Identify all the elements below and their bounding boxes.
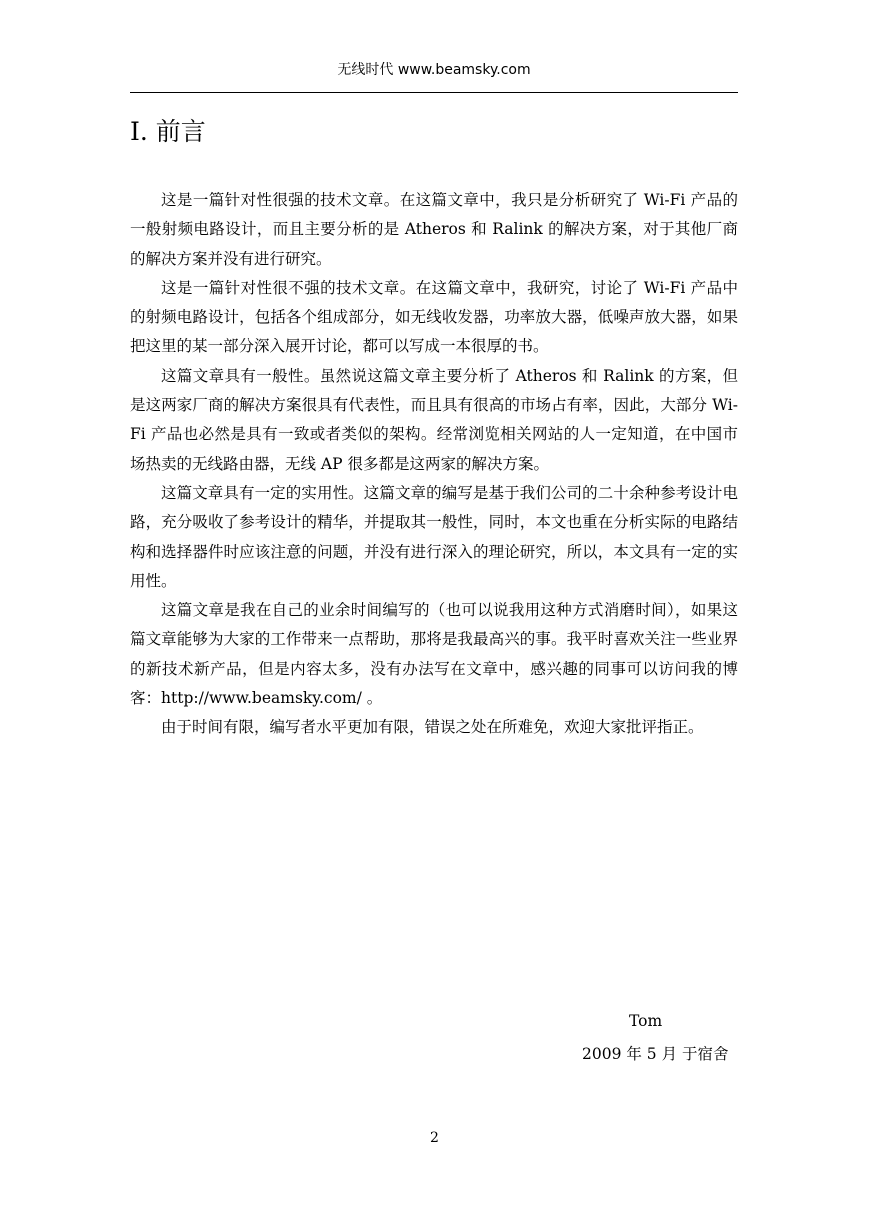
header-divider bbox=[130, 92, 738, 93]
author-name: Tom bbox=[629, 1012, 663, 1030]
paragraph: 这是一篇针对性很不强的技术文章。在这篇文章中，我研究，讨论了 Wi-Fi 产品中的射频电路设计，包括各个组成部分，如无线收发器，功率放大器，低噪声放大器，如果把这里的某一部分深入展开讨论，都可以写成一本很厚的书。 bbox=[130, 278, 738, 356]
author-date-place: 2009 年 5 月 于宿舍 bbox=[582, 1045, 729, 1063]
paragraph: 这是一篇针对性很强的技术文章。在这篇文章中，我只是分析研究了 Wi-Fi 产品的一般射频电路设计，而且主要分析的是 Atheros 和 Ralink 的解决方案，对于其他厂商的解决方案并没有进行研究。 bbox=[130, 191, 738, 268]
paragraph: 这篇文章是我在自己的业余时间编写的（也可以说我用这种方式消磨时间），如果这篇文章能够为大家的工作带来一点帮助，那将是我最高兴的事。我平时喜欢关注一些业界的新技术新产品，但是内容太多，没有办法写在文章中，感兴趣的同事可以访问我的博客：http://www.beamsky.com/ 。 bbox=[130, 601, 738, 708]
page-number: 2 bbox=[430, 1130, 439, 1146]
page-header: 无线时代 www.beamsky.com bbox=[337, 62, 531, 78]
paragraph: 由于时间有限，编写者水平更加有限，错误之处在所难免，欢迎大家批评指正。 bbox=[161, 718, 704, 737]
section-title: I. 前言 bbox=[130, 117, 206, 146]
article-body bbox=[130, 186, 738, 743]
paragraph: 这篇文章具有一般性。虽然说这篇文章主要分析了 Atheros 和 Ralink 的方案，但是这两家厂商的解决方案很具有代表性，而且具有很高的市场占有率，因此，大部分 Wi-Fi 产品也必然是具有一致或者类似的架构。经常浏览相关网站的人一定知道，在中国市场热卖的无线路由器，无线 AP 很多都是这两家的解决方案。 bbox=[130, 366, 738, 473]
paragraph: 这篇文章具有一定的实用性。这篇文章的编写是基于我们公司的二十余种参考设计电路，充分吸收了参考设计的精华，并提取其一般性，同时，本文也重在分析实际的电路结构和选择器件时应该注意的问题，并没有进行深入的理论研究，所以，本文具有一定的实用性。 bbox=[130, 483, 738, 590]
